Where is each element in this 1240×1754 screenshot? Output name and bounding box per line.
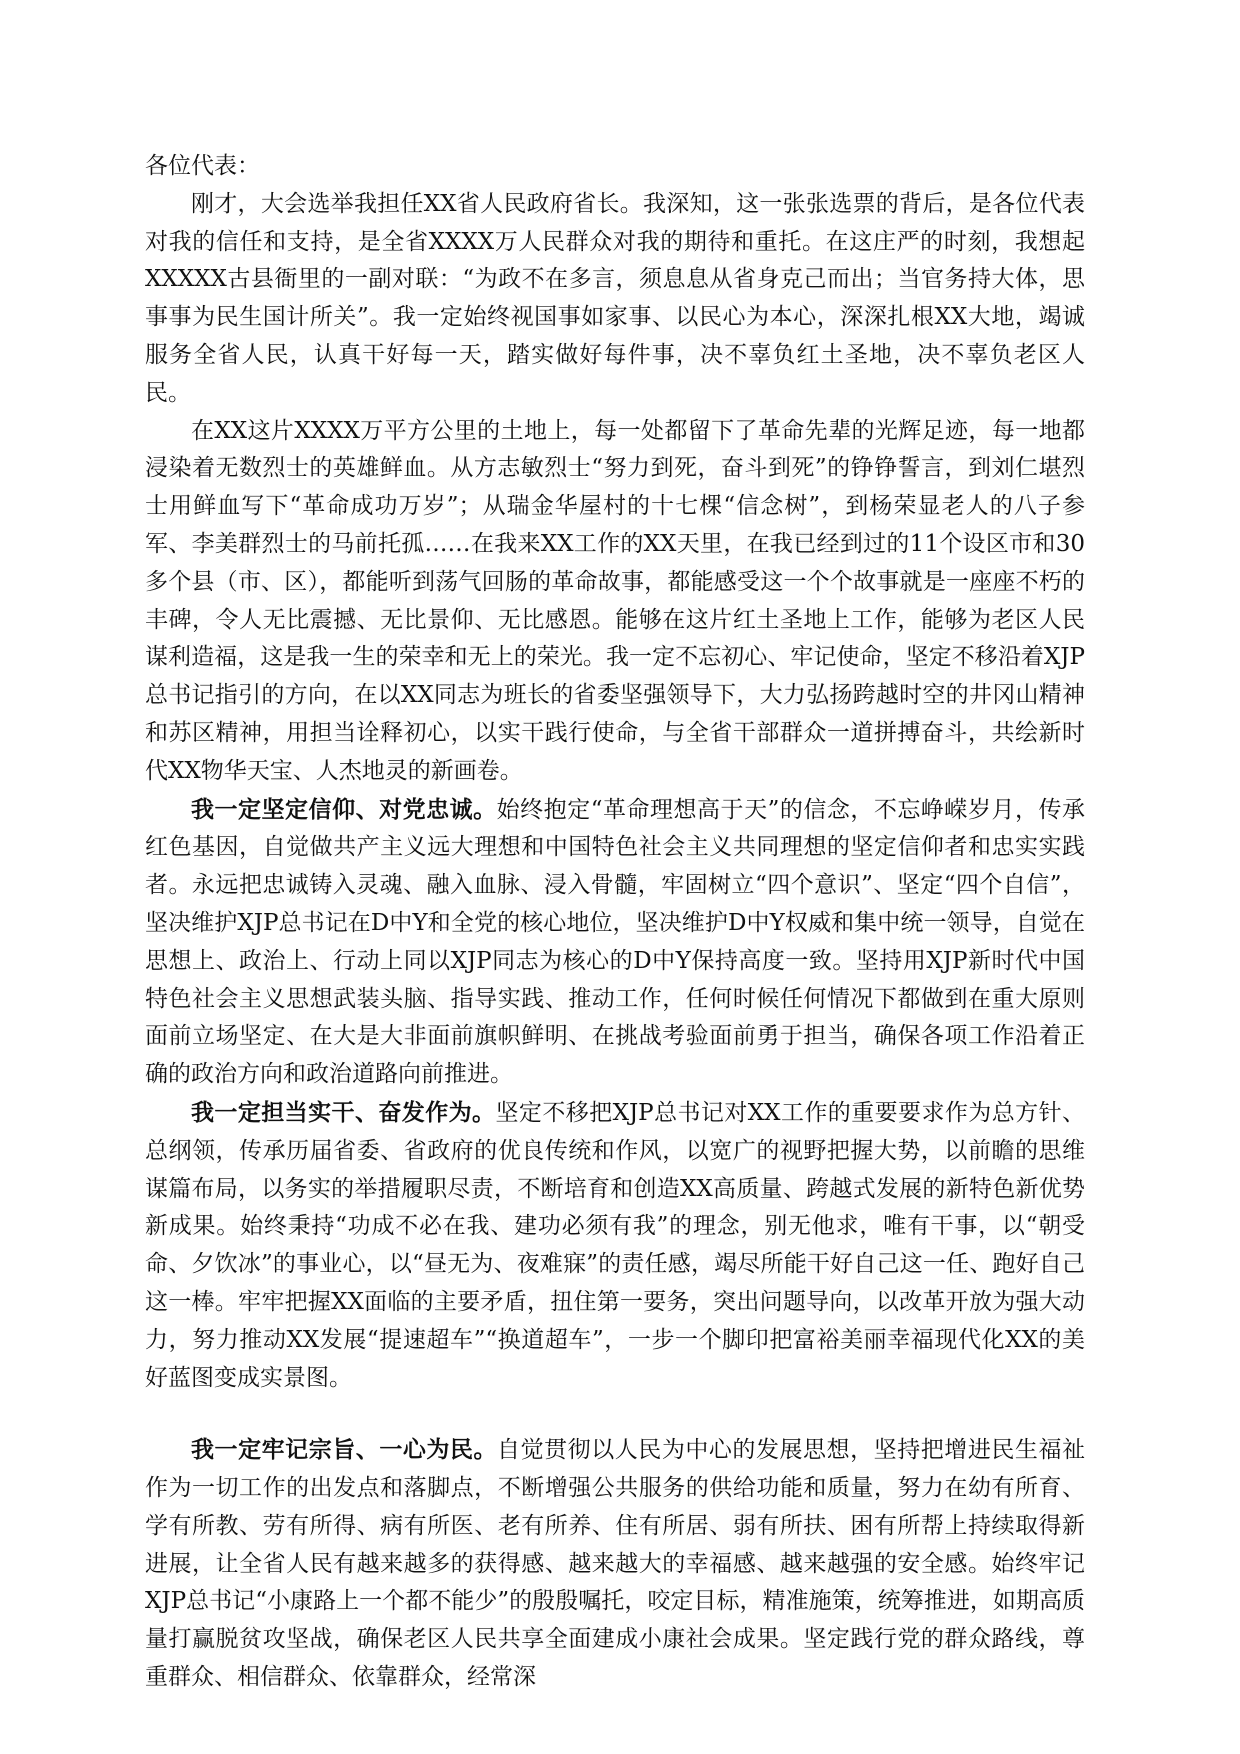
paragraph-lead: 我一定担当实干、奋发作为。: [191, 1098, 496, 1126]
paragraph-red-land: [145, 413, 1085, 791]
paragraph-text: 始终抱定“革命理想高于天”的信念，不忘峥嵘岁月，传承红色基因，自觉做共产主义远大理想和中国特色社会主义共同理想的坚定信仰者和忠实实践者。永远把忠诚铸入灵魂、融入血脉、浸入骨髓，牢固树立“四个意识”、坚定“四个自信”，坚决维护XJP总书记在D中Y和全党的核心地位，坚决维护D中Y权威和集中统一领导，自觉在思想上、政治上、行动上同以XJP同志为核心的D中Y保持高度一致。坚持用XJP新时代中国特色社会主义思想武装头脑、指导实践、推动工作，任何时候任何情况下都做到在重大原则面前立场坚定、在大是大非面前旗帜鲜明、在挑战考验面前勇于担当，确保各项工作沿着正确的政治方向和政治道路向前推进。: [145, 796, 1085, 1088]
paragraph-loyalty: [145, 791, 1085, 1094]
paragraph-lead: 我一定牢记宗旨、一心为民。: [191, 1436, 498, 1464]
paragraph-election-thanks: [145, 186, 1085, 413]
paragraph-lead: 我一定坚定信仰、对党忠诚。: [191, 795, 497, 823]
paragraph-text: 自觉贯彻以人民为中心的发展思想，坚持把增进民生福祉作为一切工作的出发点和落脚点，不断增强公共服务的供给功能和质量，努力在幼有所育、学有所教、劳有所得、病有所医、老有所养、住有所居、弱有所扶、困有所帮上持续取得新进展，让全省人民有越来越多的获得感、越来越大的幸福感、越来越强的安全感。始终牢记XJP总书记“小康路上一个都不能少”的殷殷嘱托，咬定目标，精准施策，统筹推进，如期高质量打赢脱贫攻坚战，确保老区人民共享全面建成小康社会成果。坚定践行党的群众路线，尊重群众、相信群众、依靠群众，经常深: [145, 1437, 1086, 1691]
document-page: [145, 148, 1085, 1697]
paragraph-responsibility: [145, 1094, 1085, 1397]
paragraph-people: [145, 1431, 1085, 1697]
paragraph-text: 在XX这片XXXX万平方公里的土地上，每一处都留下了革命先辈的光辉足迹，每一地都浸染着无数烈士的英雄鲜血。从方志敏烈士“努力到死，奋斗到死”的铮铮誓言，到刘仁堪烈士用鲜血写下“革命成功万岁”；从瑞金华屋村的十七棵“信念树”，到杨荣显老人的八子参军、李美群烈士的马前托孤……在我来XX工作的XX天里，在我已经到过的11个设区市和30多个县（市、区），都能听到荡气回肠的革命故事，都能感受这一个个故事就是一座座不朽的丰碑，令人无比震撼、无比景仰、无比感恩。能够在这片红土圣地上工作，能够为老区人民谋利造福，这是我一生的荣幸和无上的荣光。我一定不忘初心、牢记使命，坚定不移沿着XJP总书记指引的方向，在以XX同志为班长的省委坚强领导下，大力弘扬跨越时空的井冈山精神和苏区精神，用担当诠释初心，以实干践行使命，与全省干部群众一道拼搏奋斗，共绘新时代XX物华天宝、人杰地灵的新画卷。: [145, 417, 1085, 784]
paragraph-text: 坚定不移把XJP总书记对XX工作的重要要求作为总方针、总纲领，传承历届省委、省政府的优良传统和作风，以宽广的视野把握大势，以前瞻的思维谋篇布局，以务实的举措履职尽责，不断培育和创造XX高质量、跨越式发展的新特色新优势新成果。始终秉持“功成不必在我、建功必须有我”的理念，别无他求，唯有干事，以“朝受命、夕饮冰”的事业心，以“昼无为、夜难寐”的责任感，竭尽所能干好自己这一任、跑好自己这一棒。牢牢把握XX面临的主要矛盾，扭住第一要务，突出问题导向，以改革开放为强大动力，努力推动XX发展“提速超车”“换道超车”，一步一个脚印把富裕美丽幸福现代化XX的美好蓝图变成实景图。: [145, 1099, 1085, 1391]
paragraph-text: 刚才，大会选举我担任XX省人民政府省长。我深知，这一张张选票的背后，是各位代表对我的信任和支持，是全省XXXX万人民群众对我的期待和重托。在这庄严的时刻，我想起XXXXX古县衙里的一副对联：“为政不在多言，须息息从省身克己而出；当官务持大体，思事事为民生国计所关”。我一定始终视国事如家事、以民心为本心，深深扎根XX大地，竭诚服务全省人民，认真干好每一天，踏实做好每件事，决不辜负红土圣地，决不辜负老区人民。: [145, 190, 1085, 406]
salutation: 各位代表：: [145, 153, 260, 179]
